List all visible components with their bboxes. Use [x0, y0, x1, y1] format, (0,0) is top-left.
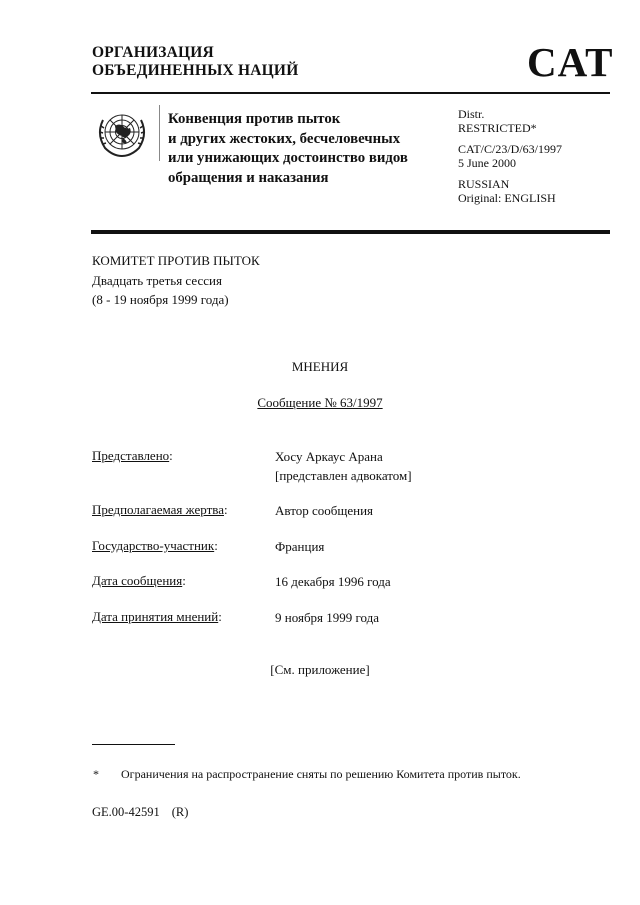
convention-title — [168, 110, 408, 188]
submitted-by-name: Хосу Аркаус Арана — [275, 449, 383, 464]
organization-name — [92, 44, 298, 80]
committee-name: КОМИТЕТ ПРОТИВ ПЫТОК — [92, 253, 260, 268]
un-emblem-icon — [93, 106, 151, 162]
committee-block — [92, 251, 260, 310]
convention-title-line-1: Конвенция против пыток — [168, 111, 341, 127]
field-value-alleged-victim: Автор сообщения — [275, 503, 374, 518]
committee-session: Двадцать третья сессия — [92, 272, 222, 288]
views-heading: МНЕНИЯ — [291, 359, 349, 374]
document-language: RUSSIAN — [458, 177, 510, 191]
job-number — [92, 805, 188, 820]
distr-value: RESTRICTED* — [458, 120, 537, 135]
job-number-language: (R) — [171, 805, 189, 819]
document-series-symbol: CAT — [527, 39, 614, 85]
convention-title-line-3: или унижающих достоинство видов — [168, 150, 408, 166]
footnote-marker: * — [93, 767, 99, 781]
annex-note: [См. приложение] — [270, 662, 370, 677]
committee-dates: (8 - 19 ноября 1999 года) — [92, 292, 229, 307]
document-symbol: CAT/C/23/D/63/1997 — [458, 142, 563, 156]
communication-number — [0, 395, 640, 411]
footnote-rule — [92, 744, 175, 745]
header-vertical-divider — [159, 105, 160, 161]
footnote-text: Ограничения на распространение сняты по решению Комитета против пыток. — [121, 767, 521, 781]
field-value-adoption-date: 9 ноября 1999 года — [275, 610, 380, 625]
field-value-communication-date: 16 декабря 1996 года — [275, 574, 391, 589]
submitted-by-note: [представлен адвокатом] — [275, 468, 412, 483]
original-language: Original: ENGLISH — [458, 190, 556, 205]
organization-line-1: ОРГАНИЗАЦИЯ — [92, 44, 214, 61]
field-label-communication-date: Дата сообщения: — [92, 573, 186, 588]
field-label-submitted: Представлено: — [92, 448, 173, 463]
header-rule — [91, 92, 610, 94]
job-number-code: GE.00-42591 — [92, 805, 160, 819]
organization-line-2: ОБЪЕДИНЕННЫХ НАЦИЙ — [92, 62, 299, 79]
field-label-adoption-date: Дата принятия мнений: — [92, 609, 222, 624]
distr-label: Distr. — [458, 107, 485, 121]
document-date: 5 June 2000 — [458, 155, 516, 170]
field-value-state-party: Франция — [275, 539, 325, 554]
distribution-block — [458, 108, 562, 205]
header-bottom-rule — [91, 230, 610, 234]
field-value-submitted — [275, 447, 412, 485]
convention-title-line-4: обращения и наказания — [168, 169, 329, 186]
field-label-state-party: Государство-участник: — [92, 538, 218, 553]
field-label-alleged-victim: Предполагаемая жертва: — [92, 502, 228, 517]
convention-title-line-2: и других жестоких, бесчеловечных — [168, 130, 401, 147]
communication-number-text: Сообщение № 63/1997 — [257, 395, 383, 410]
